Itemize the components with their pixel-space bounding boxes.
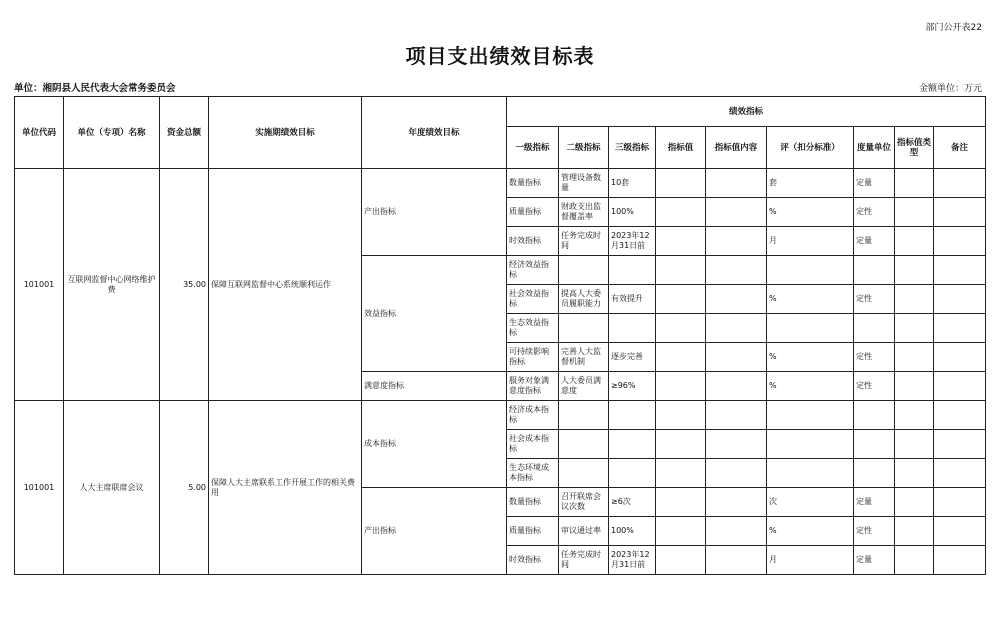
- level2-cell: 管理设备数量: [559, 169, 609, 198]
- level1-cell: 时效指标: [507, 227, 559, 256]
- measure-unit-cell: [854, 401, 895, 430]
- header-total-funds: 资金总额: [160, 97, 209, 169]
- unit-label: 单位：湘阴县人民代表大会常务委员会: [14, 83, 176, 94]
- indicator-content-cell: [706, 372, 767, 401]
- period-goal-cell: 保障人大主席联系工作开展工作的相关费用: [209, 401, 362, 575]
- level3-cell: 100%: [609, 517, 656, 546]
- indicator-content-cell: [706, 343, 767, 372]
- level1-cell: 社会效益指标: [507, 285, 559, 314]
- unit-code-cell: 101001: [15, 401, 64, 575]
- score-standard-cell: %: [767, 372, 854, 401]
- level3-cell: [609, 314, 656, 343]
- amount-cell: 35.00: [160, 169, 209, 401]
- remarks-cell: [934, 169, 986, 198]
- level2-cell: [559, 430, 609, 459]
- indicator-type-cell: [895, 227, 934, 256]
- annual-target-cell: 效益指标: [362, 256, 507, 372]
- indicator-value-cell: [656, 314, 706, 343]
- score-standard-cell: 月: [767, 546, 854, 575]
- unit-code-cell: 101001: [15, 169, 64, 401]
- score-standard-cell: [767, 256, 854, 285]
- indicator-content-cell: [706, 488, 767, 517]
- score-standard-cell: [767, 459, 854, 488]
- remarks-cell: [934, 459, 986, 488]
- level3-cell: 2023年12月31日前: [609, 546, 656, 575]
- level2-cell: 任务完成时间: [559, 546, 609, 575]
- remarks-cell: [934, 430, 986, 459]
- level1-cell: 数量指标: [507, 169, 559, 198]
- level3-cell: 10套: [609, 169, 656, 198]
- level2-cell: 审议通过率: [559, 517, 609, 546]
- remarks-cell: [934, 372, 986, 401]
- indicator-type-cell: [895, 488, 934, 517]
- page-title: 项目支出绩效目标表: [405, 44, 595, 68]
- score-standard-cell: 次: [767, 488, 854, 517]
- level3-cell: [609, 459, 656, 488]
- remarks-cell: [934, 343, 986, 372]
- project-name-cell: 人大主席联席会议: [64, 401, 160, 575]
- indicator-type-cell: [895, 517, 934, 546]
- header-unit-code: 单位代码: [15, 97, 64, 169]
- measure-unit-cell: [854, 256, 895, 285]
- indicator-type-cell: [895, 430, 934, 459]
- annual-target-cell: 产出指标: [362, 488, 507, 575]
- level1-cell: 生态环境成本指标: [507, 459, 559, 488]
- measure-unit-cell: 定量: [854, 546, 895, 575]
- level3-cell: 100%: [609, 198, 656, 227]
- annual-target-cell: 满意度指标: [362, 372, 507, 401]
- measure-unit-cell: [854, 459, 895, 488]
- level2-cell: [559, 256, 609, 285]
- level2-cell: 召开联席会议次数: [559, 488, 609, 517]
- project-name-cell: 互联网监督中心网络维护费: [64, 169, 160, 401]
- remarks-cell: [934, 401, 986, 430]
- level1-cell: 社会成本指标: [507, 430, 559, 459]
- measure-unit-cell: 定量: [854, 227, 895, 256]
- level3-cell: ≥96%: [609, 372, 656, 401]
- level1-cell: 经济效益指标: [507, 256, 559, 285]
- indicator-value-cell: [656, 198, 706, 227]
- indicator-type-cell: [895, 198, 934, 227]
- indicator-value-cell: [656, 517, 706, 546]
- remarks-cell: [934, 314, 986, 343]
- indicator-value-cell: [656, 343, 706, 372]
- annual-target-cell: 成本指标: [362, 401, 507, 488]
- indicator-value-cell: [656, 459, 706, 488]
- header-level2: 二级指标: [559, 127, 609, 169]
- indicator-content-cell: [706, 285, 767, 314]
- indicator-value-cell: [656, 401, 706, 430]
- header-level3: 三级指标: [609, 127, 656, 169]
- remarks-cell: [934, 227, 986, 256]
- measure-unit-cell: 定性: [854, 372, 895, 401]
- level2-cell: 财政支出监督覆盖率: [559, 198, 609, 227]
- indicator-value-cell: [656, 488, 706, 517]
- indicator-value-cell: [656, 227, 706, 256]
- indicator-content-cell: [706, 198, 767, 227]
- indicator-type-cell: [895, 169, 934, 198]
- indicator-content-cell: [706, 169, 767, 198]
- header-annual-target: 年度绩效目标: [362, 97, 507, 169]
- remarks-cell: [934, 256, 986, 285]
- remarks-cell: [934, 488, 986, 517]
- level2-cell: [559, 314, 609, 343]
- indicator-value-cell: [656, 285, 706, 314]
- indicator-type-cell: [895, 343, 934, 372]
- header-period-target: 实施期绩效目标: [209, 97, 362, 169]
- indicator-content-cell: [706, 227, 767, 256]
- measure-unit-cell: 定性: [854, 343, 895, 372]
- indicator-type-cell: [895, 546, 934, 575]
- indicator-type-cell: [895, 314, 934, 343]
- score-standard-cell: %: [767, 198, 854, 227]
- measure-unit-cell: 定量: [854, 488, 895, 517]
- table-row: [15, 401, 986, 430]
- indicator-content-cell: [706, 546, 767, 575]
- remarks-cell: [934, 285, 986, 314]
- level3-cell: [609, 430, 656, 459]
- header-indicator-type: 指标值类型: [895, 127, 934, 169]
- level2-cell: 人大委员满意度: [559, 372, 609, 401]
- level1-cell: 服务对象满意度指标: [507, 372, 559, 401]
- level1-cell: 生态效益指标: [507, 314, 559, 343]
- measure-unit-cell: 定量: [854, 169, 895, 198]
- measure-unit-cell: 定性: [854, 285, 895, 314]
- header-remarks: 备注: [934, 127, 986, 169]
- indicator-value-cell: [656, 546, 706, 575]
- indicator-content-cell: [706, 430, 767, 459]
- score-standard-cell: %: [767, 517, 854, 546]
- header-level1: 一级指标: [507, 127, 559, 169]
- annual-target-cell: 产出指标: [362, 169, 507, 256]
- level3-cell: ≥6次: [609, 488, 656, 517]
- level3-cell: 逐步完善: [609, 343, 656, 372]
- score-standard-cell: [767, 401, 854, 430]
- amount-unit-label: 金额单位：万元: [918, 84, 982, 94]
- score-standard-cell: %: [767, 285, 854, 314]
- remarks-cell: [934, 517, 986, 546]
- indicator-content-cell: [706, 314, 767, 343]
- remarks-cell: [934, 546, 986, 575]
- level2-cell: 提高人大委员履职能力: [559, 285, 609, 314]
- level3-cell: [609, 256, 656, 285]
- header-indicator-content: 指标值内容: [706, 127, 767, 169]
- level1-cell: 经济成本指标: [507, 401, 559, 430]
- indicator-type-cell: [895, 459, 934, 488]
- level2-cell: 完善人大监督机制: [559, 343, 609, 372]
- indicator-content-cell: [706, 256, 767, 285]
- performance-target-table: [14, 96, 986, 575]
- level1-cell: 数量指标: [507, 488, 559, 517]
- table-row: [15, 169, 986, 198]
- score-standard-cell: 月: [767, 227, 854, 256]
- level2-cell: [559, 401, 609, 430]
- level1-cell: 时效指标: [507, 546, 559, 575]
- header-measure-unit: 度量单位: [854, 127, 895, 169]
- amount-cell: 5.00: [160, 401, 209, 575]
- indicator-value-cell: [656, 256, 706, 285]
- table-body: [15, 169, 986, 575]
- measure-unit-cell: [854, 430, 895, 459]
- indicator-value-cell: [656, 372, 706, 401]
- score-standard-cell: 套: [767, 169, 854, 198]
- score-standard-cell: [767, 314, 854, 343]
- level1-cell: 质量指标: [507, 198, 559, 227]
- indicator-content-cell: [706, 459, 767, 488]
- measure-unit-cell: 定性: [854, 517, 895, 546]
- level3-cell: 有效提升: [609, 285, 656, 314]
- header-indicator-value: 指标值: [656, 127, 706, 169]
- indicator-value-cell: [656, 430, 706, 459]
- period-goal-cell: 保障互联网监督中心系统顺利运作: [209, 169, 362, 401]
- indicator-content-cell: [706, 517, 767, 546]
- level2-cell: [559, 459, 609, 488]
- level2-cell: 任务完成时间: [559, 227, 609, 256]
- measure-unit-cell: [854, 314, 895, 343]
- indicator-value-cell: [656, 169, 706, 198]
- indicator-content-cell: [706, 401, 767, 430]
- level3-cell: [609, 401, 656, 430]
- indicator-type-cell: [895, 372, 934, 401]
- page-label: 部门公开表22: [925, 23, 982, 33]
- header-performance-indicators: 绩效指标: [507, 97, 986, 127]
- indicator-type-cell: [895, 285, 934, 314]
- indicator-type-cell: [895, 401, 934, 430]
- header-unit-project-name: 单位（专项）名称: [64, 97, 160, 169]
- header-score-standard: 评（扣分标准）: [767, 127, 854, 169]
- indicator-type-cell: [895, 256, 934, 285]
- remarks-cell: [934, 198, 986, 227]
- score-standard-cell: [767, 430, 854, 459]
- level1-cell: 质量指标: [507, 517, 559, 546]
- measure-unit-cell: 定性: [854, 198, 895, 227]
- score-standard-cell: %: [767, 343, 854, 372]
- level3-cell: 2023年12月31日前: [609, 227, 656, 256]
- level1-cell: 可持续影响指标: [507, 343, 559, 372]
